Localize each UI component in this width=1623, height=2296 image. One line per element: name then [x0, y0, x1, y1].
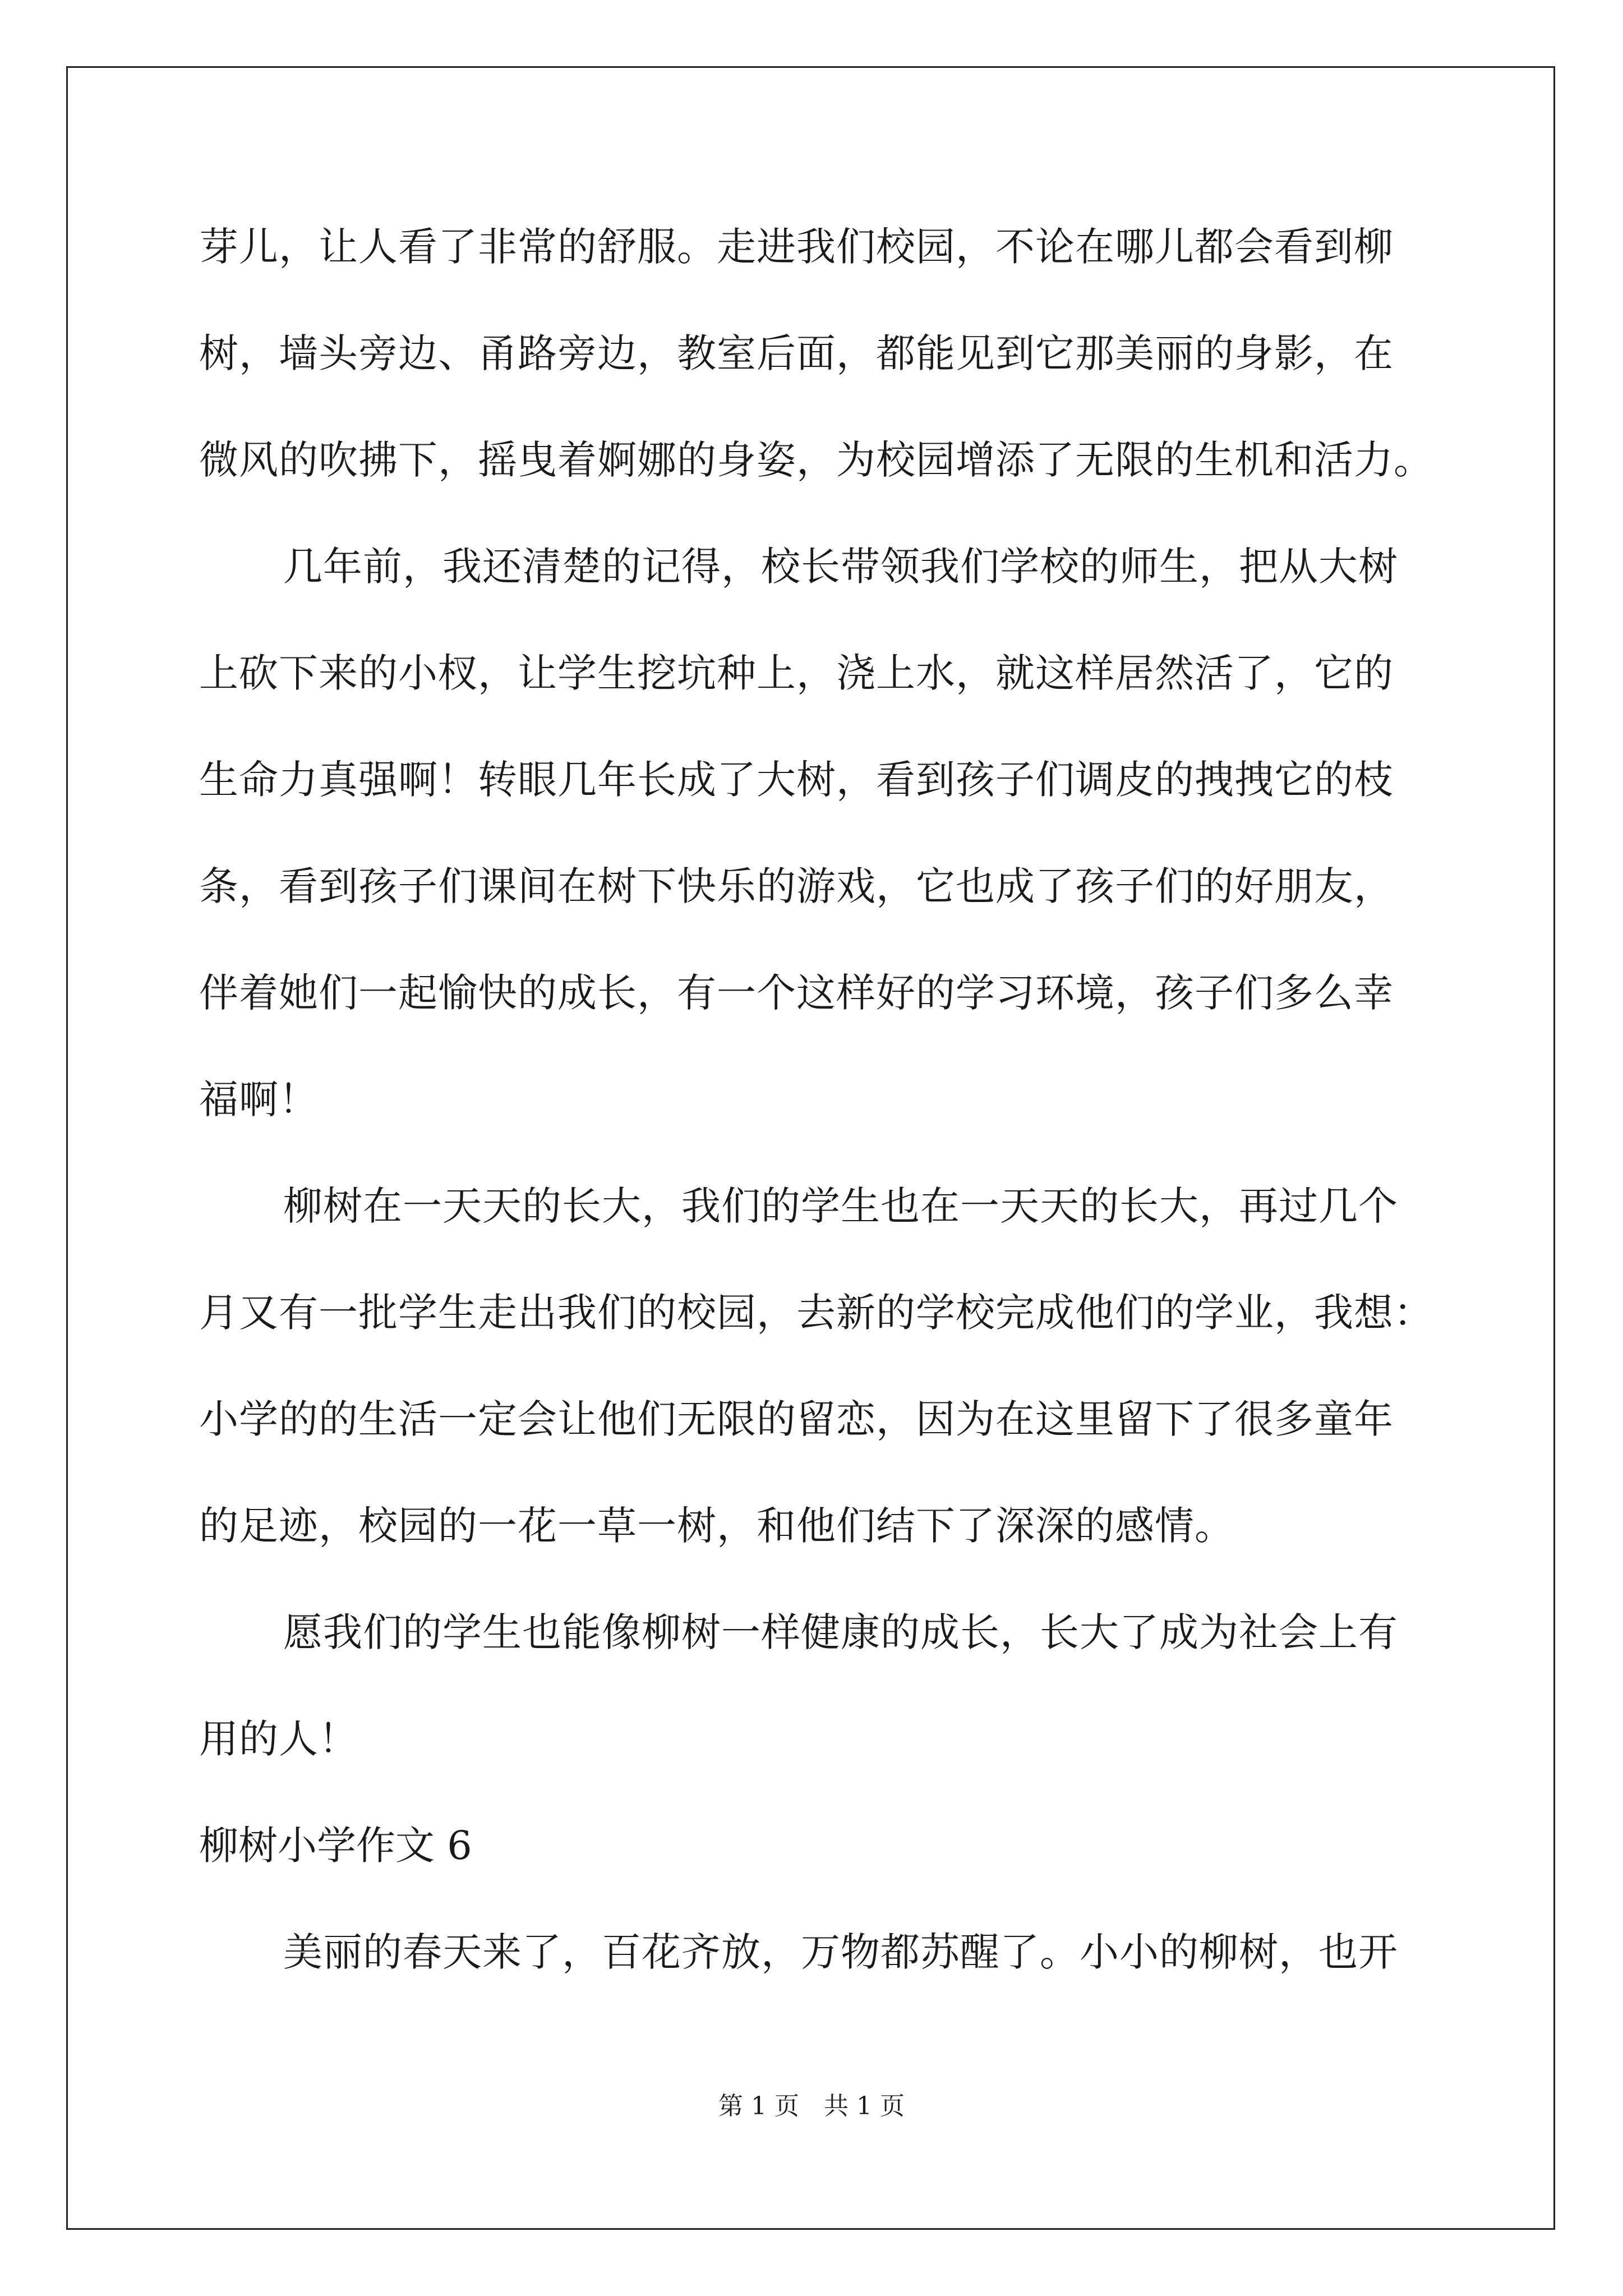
text-line: 树，墙头旁边、甬路旁边，教室后面，都能见到它那美丽的身影，在: [199, 330, 1394, 376]
text-line: 微风的吹拂下，摇曳着婀娜的身姿，为校园增添了无限的生机和活力。: [199, 437, 1433, 483]
text-line: 伴着她们一起愉快的成长，有一个这样好的学习环境，孩子们多么幸: [199, 970, 1394, 1016]
text-line: 生命力真强啊！转眼几年长成了大树，看到孩子们调皮的拽拽它的枝: [199, 757, 1394, 803]
text-line: 小学的的生活一定会让他们无限的留恋，因为在这里留下了很多童年: [199, 1396, 1394, 1442]
text-line: 柳树在一天天的长大，我们的学生也在一天天的长大，再过几个: [283, 1183, 1398, 1229]
text-line: 愿我们的学生也能像柳树一样健康的成长，长大了成为社会上有: [283, 1609, 1398, 1655]
document-body: [199, 213, 1433, 2025]
text-line: 几年前，我还清楚的记得，校长带领我们学校的师生，把从大树: [283, 544, 1398, 590]
text-line: 的足迹，校园的一花一草一树，和他们结下了深深的感情。: [199, 1503, 1234, 1549]
text-line: 月又有一批学生走出我们的校园，去新的学校完成他们的学业，我想：: [199, 1290, 1433, 1336]
text-line: 芽儿，让人看了非常的舒服。走进我们校园，不论在哪儿都会看到柳: [199, 224, 1394, 270]
page-footer: 第 1 页 共 1 页: [718, 2092, 905, 2120]
text-line: 条，看到孩子们课间在树下快乐的游戏，它也成了孩子们的好朋友，: [199, 863, 1394, 909]
section-heading: 柳树小学作文 6: [199, 1823, 472, 1869]
text-line: 用的人！: [199, 1716, 358, 1762]
text-line: 上砍下来的小杈，让学生挖坑种上，浇上水，就这样居然活了，它的: [199, 650, 1394, 696]
text-line: 美丽的春天来了，百花齐放，万物都苏醒了。小小的柳树，也开: [283, 1929, 1398, 1975]
text-line: 福啊！: [199, 1076, 319, 1122]
